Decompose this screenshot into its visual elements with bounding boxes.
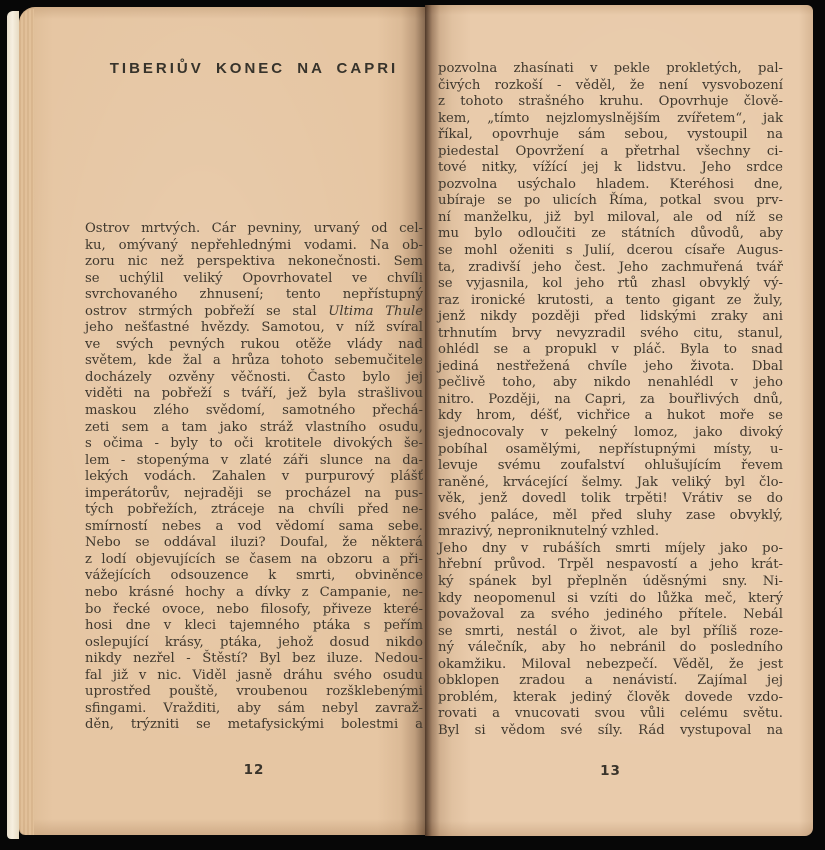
text-line: jediná nestřežená chvíle jeho života. Dbal	[438, 358, 783, 374]
text-line: pozvolna usýchalo hladem. Kteréhosi dne,	[438, 176, 783, 192]
text-line: ní manželku, již byl miloval, ale od níž se	[438, 209, 783, 225]
text-line: nebo krásné hochy a dívky z Campanie, ne-	[85, 585, 423, 601]
text-line: říkal, opovrhuje sám sebou, vystoupil na	[438, 127, 783, 143]
text-line: bo řecké ovoce, nebo filosofy, přiveze které-	[85, 601, 423, 617]
text-line: kdy neopomenul si vzíti do lůžka meč, který	[438, 590, 783, 606]
text-line: vážejících odsouzence k smrti, obviněnce	[85, 568, 423, 584]
text-line: maskou zlého svědomí, samotného přechá-	[85, 403, 423, 419]
text-line: okamžiku. Miloval nebezpečí. Věděl, že jest	[438, 656, 783, 672]
text-line: jenž nikdy později před lidskými zraky ani	[438, 309, 783, 325]
text-line: ký spánek byl přeplněn úděsnými sny. Ni-	[438, 573, 783, 589]
text-line: z tohoto strašného kruhu. Opovrhuje člově-	[438, 94, 783, 110]
text-line: docházely ozvěny věčnosti. Často bylo jej	[85, 369, 423, 385]
text-line: ku, omývaný nepřehlednými vodami. Na ob-	[85, 237, 423, 253]
text-line: levuje svému zoufalství ohlušujícím řevem	[438, 458, 783, 474]
text-line: svrchovaného zhnusení; tento nepřístupný	[85, 287, 423, 303]
text-line: pečlivě toho, aby nikdo nenahlédl v jeho	[438, 375, 783, 391]
text-line: hřební průvod. Trpěl nespavostí a jeho krát-	[438, 557, 783, 573]
page-fore-edge	[7, 11, 19, 839]
text-line: děn, trýzniti se metafysickými bolestmi a	[85, 717, 423, 733]
paragraph	[85, 221, 423, 734]
text-line: mu bylo odloučiti ze státních důvodů, aby	[438, 226, 783, 242]
text-line: mrazivý, neproniknutelný vzhled.	[438, 524, 660, 540]
chapter-title: TIBERIŮV KONEC NA CAPRI	[109, 60, 399, 77]
text-line: sjednocovaly v pekelný lomoz, jako divoký	[438, 425, 783, 441]
text-line: raz ironické krutosti, a tento gigant ze žuly,	[438, 292, 783, 308]
text-line: zeti sem a tam jako stráž vlastního osudu,	[85, 419, 423, 435]
text-line: tých pobřežích, ztráceje na chvíli před ne-	[85, 502, 423, 518]
text-line: raněné, krvácející šelmy. Jak veliký byl člo-	[438, 474, 783, 490]
text-line: Ostrov mrtvých. Cár pevniny, urvaný od cel-	[85, 221, 423, 236]
text-line: kem, „tímto nejzlomyslnějším zvířetem“, jak	[438, 110, 783, 126]
text-line: se smrti, nestál o život, ale byl příliš roze-	[438, 623, 783, 639]
text-line: ve svých pevných rukou otěže vlády nad	[85, 336, 423, 352]
text-line: kdy hrom, déšť, vichřice a hukot moře se	[438, 408, 783, 424]
text-line: nikdy nezřel - Štěstí? Byl bez iluze. Nedou-	[85, 651, 423, 667]
text-line: čivých rozkoší - věděl, že není vysvobození	[438, 77, 783, 93]
text-line: hosi dne v kleci tajemného ptáka s peřím	[85, 618, 423, 634]
text-line: světem, kde žal a hrůza tohoto sebemučitele	[85, 353, 423, 369]
text-line: Byl si vědom své síly. Rád vystupoval na	[438, 722, 783, 738]
text-line: se uchýlil veliký Opovrhovatel ve chvíli	[85, 270, 423, 286]
text-line: považoval za svého jediného přítele. Nebál	[438, 607, 783, 623]
text-line: fal již v nic. Viděl jasně dráhu svého osudu	[85, 667, 423, 683]
text-line: svého paláce, měl před sluhy zase obvyklý,	[438, 507, 783, 523]
text-line: ostrov strmých pobřeží se stal Ultima Thule	[85, 303, 423, 319]
text-line: smírností nebes a vod vědomí sama sebe.	[85, 518, 423, 534]
text-line: piedestal Opovržení a přetrhal všechny ci-	[438, 143, 783, 159]
text-line: obklopen zradou a nenávistí. Zajímal jej	[438, 673, 783, 689]
page-number-right: 13	[600, 763, 621, 779]
text-line: zoru nic než perspektiva nekonečnosti. Sem	[85, 254, 423, 270]
text-line: imperátorův, nejraději se procházel na pus-	[85, 485, 423, 501]
page-number-left: 12	[243, 762, 265, 778]
right-page-text	[438, 61, 783, 739]
text-line: jeho nešťastné hvězdy. Samotou, v níž svíral	[85, 320, 423, 336]
text-line: s očima - byly to oči krotitele divokých še-	[85, 436, 423, 452]
text-line: rovati a vnucovati svou vůli celému světu.	[438, 706, 783, 722]
text-line: ubíraje se po ulicích Říma, potkal svou prv-	[438, 193, 783, 209]
text-line: problém, kterak jediný člověk dovede vzdo-	[438, 689, 783, 705]
text-line: se vyjasnila, kol jeho rtů zhasl obvyklý vý-	[438, 276, 783, 292]
text-line: ný válečník, aby ho nebránil do posledního	[438, 640, 783, 656]
text-line: lem - stopenýma v zlaté záři slunce na da-	[85, 452, 423, 468]
text-line: Nebo se oddával iluzi? Doufal, že některá	[85, 535, 423, 551]
text-line: lekých vodách. Zahalen v purpurový plášť	[85, 469, 423, 485]
text-line: pozvolna zhasínati v pekle prokletých, pal-	[438, 61, 783, 76]
text-line: pobíhal osamělými, nepřístupnými místy, u-	[438, 441, 783, 457]
text-line: z lodí objevujících se časem na obzoru a při-	[85, 551, 423, 567]
paragraph	[438, 61, 783, 541]
text-line: trhnutím brvy nevyzradil svého citu, stanul,	[438, 325, 783, 341]
text-line: tové nitky, vížící jej k lidstvu. Jeho srdce	[438, 160, 783, 176]
text-line: nitro. Později, na Capri, za bouřlivých dnů,	[438, 391, 783, 407]
text-line: viděti na pobřeží s tváří, jež byla strašlivou	[85, 386, 423, 402]
text-line: Jeho dny v rubáších smrti míjely jako po-	[438, 540, 783, 556]
text-line: oslepující krásy, ptáka, jehož dosud nikdo	[85, 634, 423, 650]
text-line: sfingami. Vražditi, aby sám nebyl zavraž-	[85, 700, 423, 716]
text-line: ta, zradivší jeho čest. Jeho zachmuřená tvář	[438, 259, 783, 275]
paragraph	[438, 541, 783, 740]
text-line: věk, jenž dovedl tolik trpěti! Vrátiv se do	[438, 491, 783, 507]
text-line: uprostřed pouště, vroubenou rozšklebenými	[85, 684, 423, 700]
text-line: se mohl oženiti s Julií, dcerou císaře Augus-	[438, 243, 783, 259]
text-line: ohlédl se a propukl v pláč. Byla to snad	[438, 342, 783, 358]
page-stack-edge	[19, 9, 34, 835]
left-page-text	[85, 221, 423, 734]
